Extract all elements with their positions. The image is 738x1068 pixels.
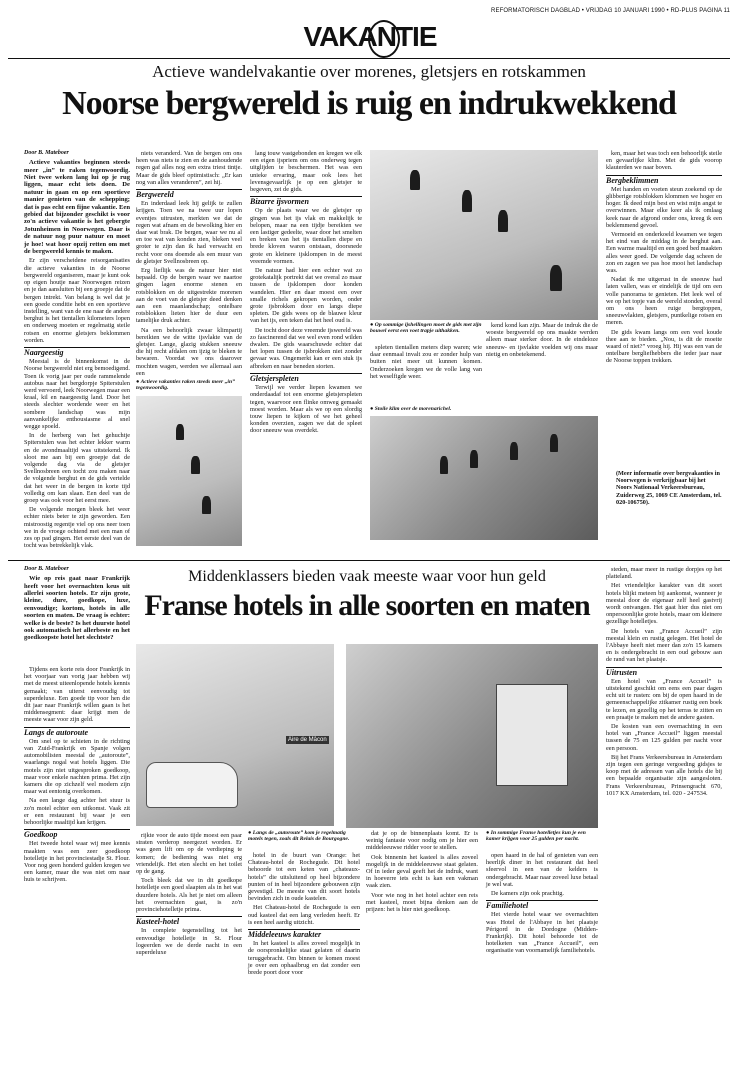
page-header-text: REFORMATORISCH DAGBLAD • VRIJDAG 10 JANUARI 1990 • RD-PLUS PAGINA 11 <box>491 8 730 14</box>
glacier-climbers-photo <box>370 150 598 320</box>
article2-subhead-goedkoop: Goedkoop <box>24 829 130 838</box>
article1-column-4b <box>486 322 598 412</box>
article2-lead-block <box>24 566 130 662</box>
article1-paragraph: Er zijn verscheidene reisorganisaties die actieve vakanties in de Noorse bergwereld organiseren, maar je kunt ook op eigen houtje naar Noorwegen reizen en je dan aansluiten bij een groepje dat de bergen intrekt. Van belang is wel dat je een goede conditie hebt en een sportieve instelling, want van de ene naar de andere berghut is het tientallen kilometers lopen en onderweg moeten er regelmatig steile rotsen en enorme gletsjers beklommen worden. <box>24 257 130 344</box>
article1-subhead-naargeestig: Naargeestig <box>24 347 130 356</box>
article2-paragraph: rijkte voor de auto tijde moest een paar straten verderop neergezet worden. Er was geen lift om op de verdieping te komen; de bediening was niet erg vriendelijk. Het eten slecht en het toilet op de gang. <box>136 832 242 876</box>
climber-figure <box>510 442 518 460</box>
divider <box>8 560 730 561</box>
article1-subhead-bergwereld: Bergwereld <box>136 189 242 198</box>
article1-paragraph: En inderdaad leek hij gelijk te zullen krijgen. Toen we na twee uur lopen eventjes uitrusten, merkten we dat de regen wat afnam en de bewolking hier en daar wat brak. De bergen, waar we nu al en toe wat van konden zien, bleken veel groter te zijn dan ik had verwacht en recht voor ons doemde als een muur van de gletsjer Svellnosbreen op. <box>136 200 242 265</box>
article2-paragraph: De hotels van „France Accueil” zijn meestal klein en rustig gelegen. Het hotel de l'Abbaye heeft niet meer dan zo'n 15 kamers en is ondergebracht in een oud gebouw aan de rand van het plaatsje. <box>606 627 722 664</box>
article2-column-2 <box>136 832 242 1056</box>
article2-paragraph: Voor wie nog in het hotel achter een reis met kasteel, moet bijna denken aan de prijzen: het is hier niet goedkoop. <box>366 891 478 914</box>
article2-paragraph: Bij het Frans Verkeersbureau in Amsterdam zijn tegen een geringe vergoeding gidsjes te koop met de adressen van alle hotels die bij een bepaalde organisatie zijn aangesloten. Frans Verkeersbureau, Prinsengracht 670, 1017 KX Amsterdam, tel. 020 - 247534. <box>606 753 722 797</box>
article1-subhead-bizarre: Bizarre ijsvormen <box>250 196 362 205</box>
article1-column-4a <box>370 344 482 404</box>
car-shape <box>146 762 238 808</box>
article2-paragraph: Het Chateau-hotel de Rochegude is een oud kasteel dat een lang verleden heeft. Er is een heel aardig uitzicht. <box>248 904 360 926</box>
article2-paragraph: open haard in de hal of genieten van een heerlijk diner in het restaurant dat heel sfeervol in een van de kelders is ondergebracht. Maar naar zoveel luxe betaal je wel wat. <box>486 852 598 888</box>
article1-paragraph: Terwijl we verder liepen kwamen we onderdaadaf tot een enorme gletsjerspleten tegen, waarvoor een flinke omweg gemaakt moest worden. Maar als we op een slordig touw liepen te kijken of we het geheel konden overzien, zagen we dat de spleet door sneeuw was overdekt. <box>250 384 362 435</box>
article1-paragraph: kend kond kan zijn. Maar de indruk die de woeste bergwereld op ons maakte werden alleen maar sterker door. In de eindeloze sneeuw- en ijsvlakte voelden wij ons maar nietig en onbetekenend. <box>486 322 598 358</box>
article2-paragraph: Het tweede hotel waar wij mee kennis maakten was een zeer goedkoop hotelletje in het provinciestadje St. Flour. Voor nog geen honderd gulden kregen we een kamer, maar die was niet om naar huis te schrijven. <box>24 840 130 884</box>
article1-paragraph: Nadat ik me uitgerust in de sneeuw had laten vallen, was er eindelijk de tijd om een volle panorama te genieten. Het leek wel of we op het topje van de wereld stonden, overal om ons heen ruige bergtoppen, sneeuwvlakten, gletsjers, puntkelige rotsen en meren. <box>606 276 722 327</box>
article2-paragraph: Het vriendelijke karakter van dit soort hotels blijkt meteen bij aankomst, wanneer je meestal door de eigenaar zelf heel gastvrij wordt ontvangen. Het gaat hier dus niet om onpersoonlijke grote hotels, maar om kleinere gezellige hotelletjes. <box>606 582 722 626</box>
article2-column-4 <box>366 830 478 1056</box>
climber-figure <box>550 434 558 452</box>
climber-figure <box>462 190 472 212</box>
article2-paragraph: Na een lange dag achter het stuur is zo'n motel echter een uitkomst. Vaak zit er een restaurant bij waar je een behoorlijke maaltijd kan krijgen. <box>24 797 130 827</box>
article2-subhead-autoroute: Langs de autoroute <box>24 727 130 736</box>
climber-figure <box>410 170 420 190</box>
photo-caption: ● Stoile klim over de morenarichel. <box>370 406 452 412</box>
moraine-ridge-photo <box>370 416 598 540</box>
article2-column-6 <box>606 566 722 1056</box>
article1-paragraph: Na een behoorlijk zwaar klimpartij bereikten we de witte ijsvlakte van de gletsjer. Lange, glazig stukken sneeuw die hij recht afdalen om ijzig te bleken te bewaren. Voordat we ons daarover mochten wagen, werden we allemaal aan een <box>136 326 242 377</box>
hotel-building <box>496 684 568 786</box>
article2-paragraph: hotel in de buurt van Orange: het Chateau-hotel de Rochegude. Dit hotel behoorde tot een keten van „chateaux-hotels” die uitsluitend op heel bijzondere punten of in heel bijzondere gebouwen zijn gevestigd. De meeste van dit soort hotels bevinden zich in oude kastelen. <box>248 852 360 903</box>
article1-lead: Actieve vakanties beginnen steeds meer „in” te raken tegenwoordig. Niet twee weken lang lui op je rug liggen, maar echt iets doen. De natuur in gaan en op een sportieve manier genieten van de schepping; dat is pas echt een fijne vakantie. Een gebied dat bijzonder geschikt is voor zo'n actieve vakantie is het gebergte Jotunheimen in Noorwegen. Daar is de natuur nog puur natuur en moet je hoe! wat hoor opzij retten om met de bergwereld kennis te maken. <box>24 159 130 256</box>
photo-caption: ● In sommige Franse hotelletjes kun je een kamer krijgen voor 25 gulden per nacht. <box>486 830 586 843</box>
climber-figure <box>191 456 200 474</box>
article1-paragraph: De volgende morgen bleek het weer echter niets beter te zijn geworden. Een mistroostig regentje viel op ons neer toen we in de vroege ochtend met een man of zes op pad gingen. Het eerste deel van de tocht was betrekkelijk vlak. <box>24 506 130 550</box>
article1-column-2 <box>136 150 242 378</box>
article2-subhead-uitrusten: Uitrusten <box>606 667 722 676</box>
article2-byline: Door B. Mateboer <box>24 566 69 572</box>
climber-figure <box>176 424 184 440</box>
article1-paragraph: Meestal is de binnenkomst in de Noorse bergwereld niet erg bemoedigend. Toen ik vorig jaar per oude rammelende autobus naar het bergdorpje Spiterstulen werd vervoerd, leek Noorwegen maar een kraal, kil en naargeestig land. Door het steeds slechter wordende weer en het sombere landschap was mijn aanvankelijke enthousiasme al snel wegge spoeld. <box>24 358 130 430</box>
info-box: (Meer informatie over bergvakanties in Noorwegen is verkrijgbaar bij het Noors Nationaal Verkeersbureau, Zuiderweg 25, 1069 CE Amsterdam, tel. 020-106750). <box>616 470 722 506</box>
article2-paragraph: In complete tegenstelling tot het eenvoudige hotelletje in St. Flour logeerden we de derde nacht in een superdeluxe <box>136 927 242 957</box>
article2-column-5 <box>486 852 598 1056</box>
article2-paragraph: Toch bleek dat we in dit goedkope hotelletje een goed slaapten als in het wat duurdere hotels. Als het je niet om alleen het overnachten gaat, is zo'n provinciehotelletje prima. <box>136 877 242 914</box>
masthead-circle-mark <box>368 20 400 58</box>
article2-paragraph: De kosten van een overnachting in een hotel van „France Accueil” liggen meestal tussen de 75 en 125 gulden per nacht voor een persoon. <box>606 723 722 752</box>
article1-paragraph: niets veranderd. Van de bergen om ons heen was niets te zien en de aanhoudende regen gaf alles nog een extra triest tintje. Maar de gids bleef optimistisch: „Er kan nog van alles veranderen”, zei hij. <box>136 150 242 186</box>
article2-subhead-kasteel: Kasteel-hotel <box>136 916 242 925</box>
article2-paragraph: Om snel op te schieten in de richting van Zuid-Frankrijk en Spanje volgen automobilisten meestal de „autoroute”, waarlangs nogal wat hotels liggen. Die motels zijn niet uitgesproken goedkoop, maar voor enkele nachten prima. Het zijn kamers die op zichzelf wel modern zijn maar wat eentonig overkomen. <box>24 737 130 796</box>
article2-paragraph: steden, maar meer in rustige dorpjes op het platteland. <box>606 566 722 581</box>
article1-paragraph: De tocht door deze vreemde ijswereld was zo fascinerend dat we wel even rond wilden dwalen. De gids waarschuwde echter dat het lopen tussen de ijsbrokken niet zonder gevaar was. Ongemerkt kan er een stuk ijs afbreken en naar beneden storten. <box>250 326 363 370</box>
article1-paragraph: spleten tientallen meters diep waren; wie daar eenmaal invalt zou er zonder hulp van buiten niet meer uit kunnen komen. Onderzoeken kregen we de volle lang van het weselfigde weer. <box>370 344 482 380</box>
article1-paragraph: ken, maar het was toch een behoorlijk steile en gevaarlijke klim. Met de gids voorop klauterden we naar boven. <box>606 150 722 172</box>
section-masthead <box>250 18 490 56</box>
climber-figure <box>550 265 562 291</box>
article2-column-1 <box>24 666 130 1056</box>
article2-subhead-familiehotel: Familiehotel <box>486 900 598 909</box>
article2-paragraph: In het kasteel is alles zoveel mogelijk in de oorspronkelijke staat gelaten of daarin teruggebracht. Om binnen te komen moest je over een ophaalbrug en dat zonder een brede poort door voor <box>248 940 360 977</box>
article2-paragraph: Tijdens een korte reis door Frankrijk in het voorjaar van vorig jaar hebben wij met de meest uiteenlopende hotels kennis gemaakt; van uiterst eenvoudig tot superdeluxe. Een goede tip voor hen die dit jaar naar Frankrijk willen gaan is het middensegment: daar krijgt men de meeste waar voor zijn geld. <box>24 666 130 724</box>
article2-column-3 <box>248 852 360 1056</box>
climber-figure <box>440 456 448 474</box>
road-sign: Aire de Mâcon <box>288 737 327 743</box>
article2-lead: Wie op reis gaat naar Frankrijk heeft voor het overnachten keus uit allerlei soorten hotels. Er zijn grote, kleine, dure, goedkope, luxe, eenvoudige; kortom, hotels in alle soorten en maten. De vraag is echter: welke is de beste? Is het duurste hotel ook automatisch het allerbeste en het goedkoopste hotel het slechtste? <box>24 575 130 642</box>
article1-headline: Noorse bergwereld is ruig en indrukwekkend <box>62 85 676 122</box>
article2-paragraph: Een hotel van „France Accueil” is uitstekend geschikt om eens een paar dagen echt uit te rusten: om bij de open haard in de gemeenschappelijke zitkamer rustig een boek te lezen, en gezellig op het terras te zitten en een praatje te maken met de andere gasten. <box>606 677 722 721</box>
page-header-bar <box>8 6 730 18</box>
climber-figure <box>202 496 211 514</box>
article2-paragraph: dat je op de binnenplaats komt. Er is weinig fantasie voor nodig om je hier een middeleeuwse ridder voor te stellen. <box>366 830 478 852</box>
article1-paragraph: Erg lieflijk was de natuur hier niet bepaald. Op de bergen waar we naartoe gingen lagen enorme stenen en rotsblokken en de uitgestrekte morenen aan de voet van de gletsjer deed denken aan een maanlandschap; ontelbare rotsblokken lieten hier de duur een tamelijke druk achter. <box>136 267 242 325</box>
section-logo: VAKANTIE <box>303 21 437 52</box>
article1-column-1 <box>24 150 130 550</box>
article1-byline: Door B. Mateboer <box>24 150 69 156</box>
article1-column-6 <box>606 150 722 468</box>
village-hotel-photo <box>346 644 598 828</box>
motel-autoroute-photo <box>136 644 334 826</box>
article1-paragraph: De natuur had hier een echter wat zo grotekatalijk portrekt dat we overal zo maar tussen de ijsklompen door konden wandelen. Hier en daar moest een over smalle richels gekropen worden, onder grote ijsbrokken door en langs diepe spleten. De gids wees op de blauwe kleur van het ijs, een teken dat het heel oud is. <box>250 267 362 325</box>
article2-paragraph: De kamers zijn ook prachtig. <box>491 890 564 898</box>
article1-subhead-bergbeklimmen: Bergbeklimmen <box>606 175 722 184</box>
article1-subhead-gletsjerspleten: Gletsjerspleten <box>250 373 362 382</box>
article1-kicker: Actieve wandelvakantie over morenes, gletsjers en rotskammen <box>152 62 586 81</box>
climbers-snow-photo <box>136 396 242 546</box>
photo-caption: ● Op sommige ijshellingen moet de gids met zijn bouwel eerst een voet trapje uithakken. <box>370 322 482 335</box>
article1-paragraph: Vermoeid en onderkoeld kwamen we tegen het eind van de middag in de berghut aan. Een warme maaltijd en een goed bed maakten alles weer goed. De volgende dag scheen de zon en zagen we pas hoe mooi het landschap was. <box>606 231 722 275</box>
article2-kicker: Middenklassers bieden vaak meeste waar voor hun geld <box>188 568 546 585</box>
article2-paragraph: Het vierde hotel waar we overnachtten was Hotel de l'Abbaye in het plaatsje Périgord in de Dordogne (Midden-Frankrijk). Dit hotel behoorde tot de hotelketen van „France Accueil”, een organisatie van voornamelijk familiehotels. <box>486 911 598 955</box>
article1-paragraph: Op de plaats waar we de gletsjer op gingen was het ijs vlak en makkelijk te belopen, maar na een tijdje bereikten we een lastiger gedeelte, waar door het smelten en breken van het ijs tientallen diepe en brede kloven waren ontstaan, doorsnede grote en kleinere ijsklompen in de meest vreemde vormen. <box>250 207 362 265</box>
climber-figure <box>498 210 508 232</box>
article2-headline: Franse hotels in alle soorten en maten <box>144 589 590 622</box>
article1-paragraph: Met handen en voeten steun zoekend op de glibberige rotsblokken klommen we hoger en hoger. Ik deed mijn best en wist mijn angst te overwinnen. Maar elke keer als ik omlaag keek naar de afgrond onder ons, kreeg ik een beklemmend gevoel. <box>606 185 722 229</box>
article1-column-3 <box>250 150 362 520</box>
article2-subhead-middeleeuws: Middeleeuws karakter <box>248 929 360 938</box>
article1-paragraph: lang touw vastgebonden en kregen we elk een eigen ijspriem om ons onderweg tegen uitglijden te beschermen. Het was een unieke ervaring, maar ook lees het levensgevaarlijk je op een gletsjer te begeven, zei de gids. <box>250 150 362 194</box>
climber-figure <box>470 450 478 468</box>
divider <box>8 58 730 59</box>
article1-paragraph: De gids kwam langs om een veel koude thee aan te bieden. „Nou, is dit de moeite waard of niet?” vroeg hij. Hij was een van de ontelbare bergliefhebbers die ieder jaar naar de Noorse toppen trekken. <box>606 328 722 365</box>
photo-caption: ● Langs de „autoroute” kom je regelmatig motels tegen, zoals dit Relais de Bourgogne. <box>248 830 350 843</box>
article2-paragraph: Ook binnenin het kasteel is alles zoveel mogelijk in de middeleeuwse staat gelaten. Of in ieder geval geeft het de indruk, want in hoeverre iets echt is kan een vakman vaak zien. <box>366 853 478 890</box>
photo-caption: ● Actieve vakanties raken steeds meer „in” tegenwoordig. <box>136 379 235 392</box>
article1-paragraph: In de herberg van het gehuchtje Spiterstulen was het echter lekker warm en de avondmaaltijd was uitstekend. Ik sloot me aan bij een groepje dat de volgende dag via de gletsjer Svellnosbreen een tocht zou maken naar de volgende berghut en de gids vertelde dat het weer in de bergen in korte tijd volledig om kan slaan. Een deel van de groep was ook voor het eerst mee. <box>24 432 130 504</box>
